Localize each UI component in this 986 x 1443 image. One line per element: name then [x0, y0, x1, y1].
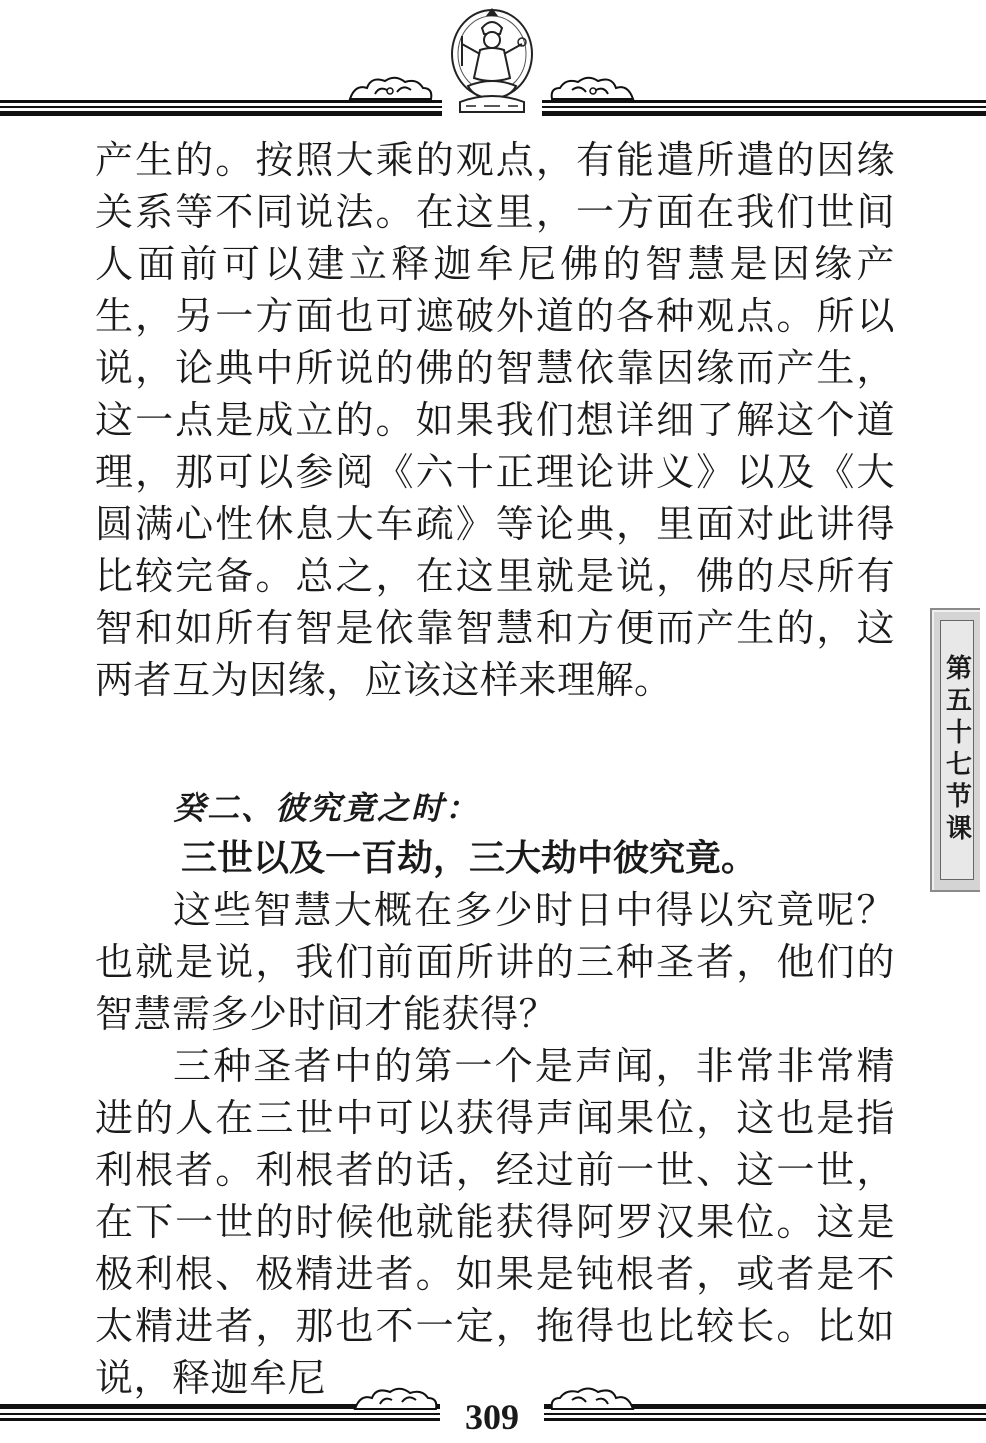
deity-figure-illustration — [440, 6, 544, 118]
section-subheading: 癸二、彼究竟之时： — [173, 789, 480, 827]
page-number: 309 — [440, 1396, 544, 1438]
paragraph-2: 这些智慧大概在多少时日中得以究竟呢？也就是说，我们前面所讲的三种圣者，他们的智慧需多少时间才能获得？ — [95, 888, 895, 1036]
main-text — [95, 134, 895, 1404]
paragraph-3: 三种圣者中的第一个是声闻，非常非常精进的人在三世中可以获得声闻果位，这也是指利根者。利根者的话，经过前一世、这一世，在下一世的时候他就能获得阿罗汉果位。这是极利根、极精进者。如果是钝根者，或者是不太精进者，那也不一定，拖得也比较长。比如说，释迦牟尼 — [95, 1044, 895, 1400]
paragraph-1: 产生的。按照大乘的观点，有能遣所遣的因缘关系等不同说法。在这里，一方面在我们世间人面前可以建立释迦牟尼佛的智慧是因缘产生，另一方面也可遮破外道的各种观点。所以说，论典中所说的佛的智慧依靠因缘而产生，这一点是成立的。如果我们想详细了解这个道理，那可以参阅《六十正理论讲义》以及《大圆满心性休息大车疏》等论典，里面对此讲得比较完备。总之，在这里就是说，佛的尽所有智和如所有智是依靠智慧和方便而产生的，这两者互为因缘，应该这样来理解。 — [95, 138, 895, 702]
root-verse: 三世以及一百劫，三大劫中彼究竟。 — [181, 838, 758, 879]
chapter-side-tab — [930, 608, 980, 892]
chapter-side-tab-label: 第五十七节课 — [940, 620, 974, 880]
right-cloud-ornament — [548, 72, 638, 102]
footer-left-cloud-ornament — [350, 1384, 440, 1412]
left-cloud-ornament — [345, 72, 435, 102]
footer-right-cloud-ornament — [548, 1384, 638, 1412]
